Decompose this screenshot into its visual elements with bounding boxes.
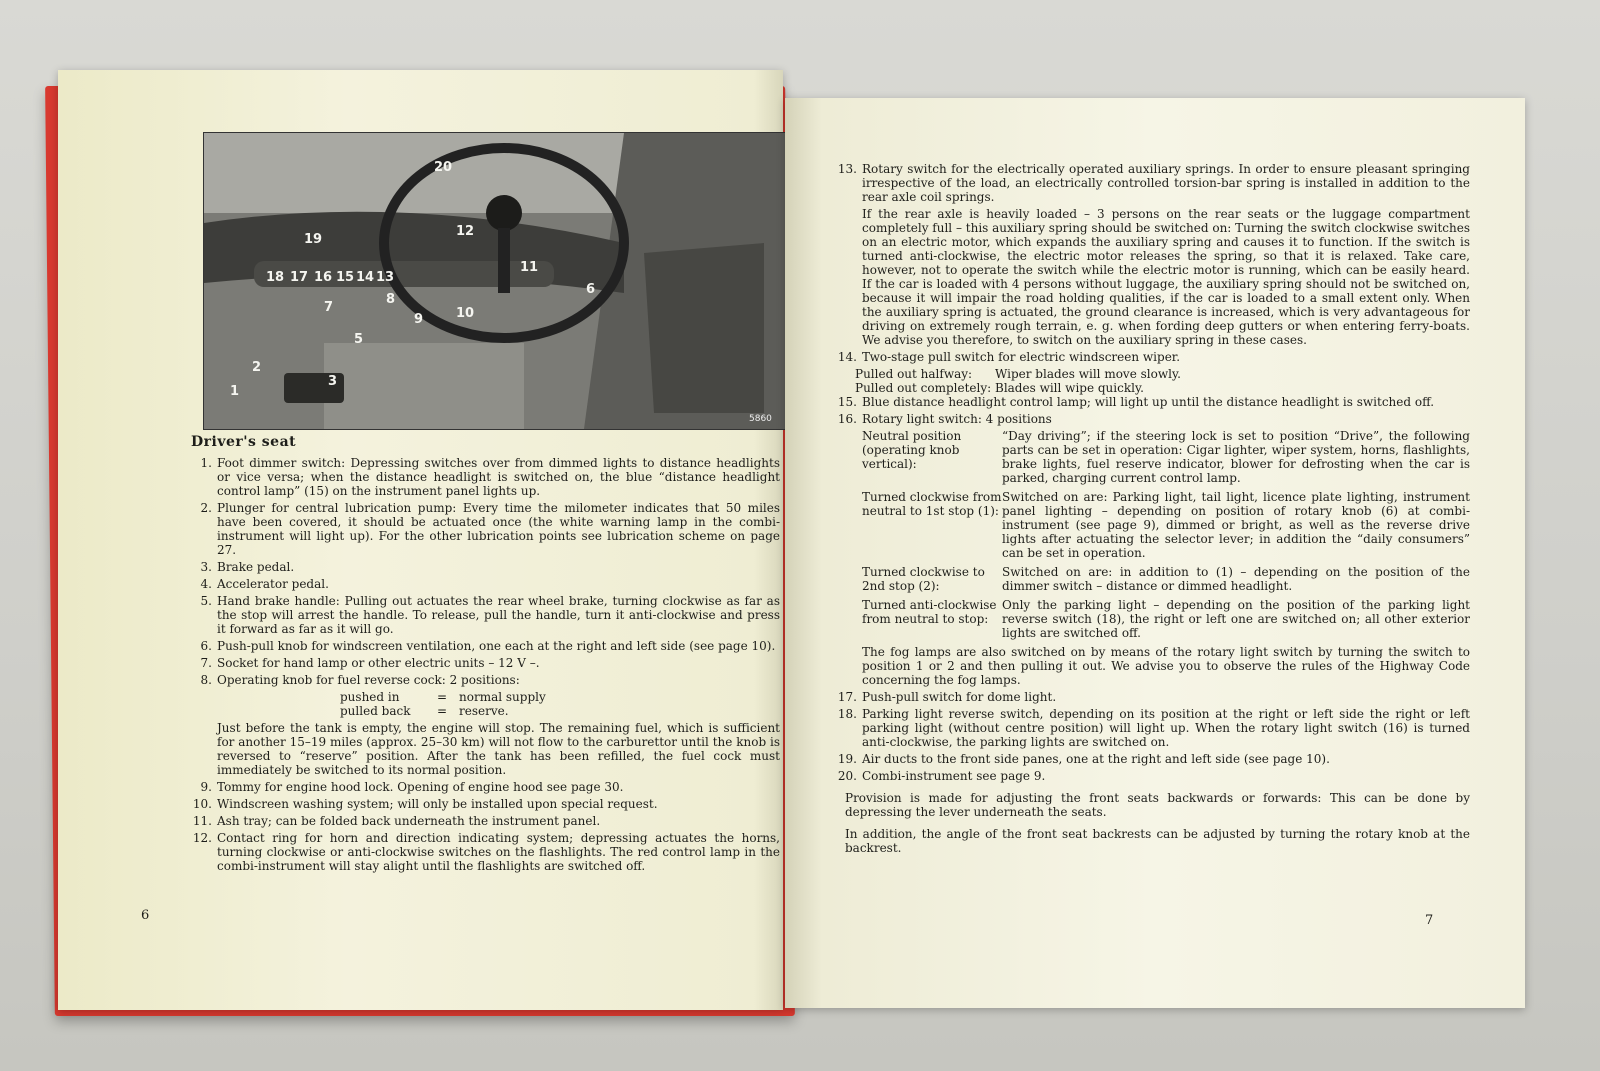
dashboard-photo <box>203 132 788 430</box>
list-item <box>190 831 780 873</box>
photo-callout-label: 19 <box>304 232 323 247</box>
item-text: Push-pull switch for dome light. <box>862 690 1057 704</box>
photo-code: 5860 <box>749 414 772 424</box>
fuel-position-desc: reserve. <box>459 704 509 718</box>
item-text: Foot dimmer switch: Depressing switches over from dimmed lights to distance headlights or vice versa; when the distance headlight is switched on, the blue “distance headlight control lamp” (15) on the instrument panel lights up. <box>217 456 780 498</box>
item-text: Plunger for central lubrication pump: Every time the milometer indicates that 50 miles have been covered, it should be actuated once (the white warning lamp in the combi-instrument will light up). For the other lubrication points see lubrication scheme on page 27. <box>217 501 780 557</box>
list-item <box>190 797 780 811</box>
light-switch-position: Turned clockwise from neutral to 1st stop (1): <box>862 490 1002 518</box>
light-switch-position: Neutral position (operating knob vertical): <box>862 429 962 471</box>
light-switch-description: Switched on are: Parking light, tail light, licence plate lighting, instrument panel lighting – depending on position of rotary knob (6) at combi-instrument (see page 9), dimmed or bright, as well as the reverse drive lights after actuating the selector lever; in addition the “daily consumers” can be set in operation. <box>1002 490 1470 560</box>
item-text: Brake pedal. <box>217 560 295 574</box>
photo-callout-label: 16 <box>314 270 333 285</box>
fuel-position-eq: = <box>436 704 448 718</box>
item-text: Parking light reverse switch, depending on its position at the right or left side the right or left parking light (without centre position) will light up. When the rotary light switch (16) is turned anti-clockwise, the parking lights are switched on. <box>862 707 1470 749</box>
list-item <box>190 456 780 498</box>
wiper-stage-label: Pulled out completely: <box>855 381 992 395</box>
list-item <box>835 752 1470 766</box>
item-text: Tommy for engine hood lock. Opening of engine hood see page 30. <box>217 780 624 794</box>
fuel-position-pos: pushed in <box>340 690 400 704</box>
photo-callout-label: 3 <box>328 374 338 389</box>
light-switch-description: “Day driving”; if the steering lock is set to position “Drive”, the following parts can be set in operation: Cigar lighter, wiper system, horns, flashlights, brake lights, fuel reserve indicator, blower for defrosting when the car is parked, charging current control lamp. <box>1002 429 1470 485</box>
page-number-right: 7 <box>1425 913 1434 928</box>
fuel-position-row <box>340 690 780 704</box>
photo-callout-label: 15 <box>336 270 355 285</box>
item-number: 11. <box>192 814 212 828</box>
list-item: 16. Rotary light switch: 4 positions <box>837 412 1052 426</box>
photo-callout-label: 6 <box>586 282 596 297</box>
auxiliary-spring-note: If the rear axle is heavily loaded – 3 persons on the rear seats or the luggage compartment completely full – this auxiliary spring should be switched on: Turning the switch clockwise switches on an electric motor, which expands the auxiliary spring and causes it to function. If the switch is turned anti-clockwise, the electric motor releases the spring, so that it is relaxed. Take care, however, not to operate the switch while the electric motor is running, which can be easily heard. If the car is loaded with 4 persons without luggage, the auxiliary spring should not be switched on, because it will impair the road holding qualities, if the car is loaded to a small extent only. When the auxiliary spring is actuated, the ground clearance is increased, which is very advantageous for driving on extremely rough terrain, e. g. when fording deep gutters or when entering ferry-boats. We advise you therefore, to switch on the auxiliary spring in these cases. <box>862 207 1470 347</box>
item-number: 6. <box>200 639 212 653</box>
item-number: 17. <box>837 690 857 704</box>
light-switch-position: Turned clockwise to 2nd stop (2): <box>862 565 985 593</box>
photo-callout-label: 7 <box>324 300 334 315</box>
section-title: Driver's seat <box>191 434 297 450</box>
list-item <box>190 560 780 574</box>
list-item <box>190 639 780 653</box>
photo-callout-label: 17 <box>290 270 309 285</box>
wiper-stage-label: Pulled out halfway: <box>855 367 973 381</box>
fuel-position-row <box>340 704 780 718</box>
light-switch-row <box>862 490 1470 560</box>
light-switch-row <box>862 429 1470 485</box>
photo-callout-label: 13 <box>376 270 395 285</box>
item-number: 2. <box>200 501 212 515</box>
item-text: Contact ring for horn and direction indicating system; depressing actuates the horns, turning clockwise or anti-clockwise switches on the flashlights. The red control lamp in the combi-instrument will stay alight until the flashlights are switched off. <box>217 831 780 873</box>
list-item <box>190 594 780 636</box>
item-text: Hand brake handle: Pulling out actuates the rear wheel brake, turning clockwise as far as the stop will arrest the handle. To release, pull the handle, turn it anti-clockwise and press it forward as far as it will go. <box>217 594 780 636</box>
item-text: Accelerator pedal. <box>217 577 329 591</box>
item-text: Operating knob for fuel reverse cock: 2 positions: <box>217 673 520 687</box>
item-number: 10. <box>192 797 212 811</box>
wiper-stage-value: Wiper blades will move slowly. <box>995 367 1181 381</box>
fuel-note: Just before the tank is empty, the engine will stop. The remaining fuel, which is sufficient for another 15–19 miles (approx. 25–30 km) will not flow to the carburettor until the knob is reversed to “reserve” position. After the tank has been refilled, the fuel cock must immediately be switched to its normal position. <box>217 721 780 777</box>
list-item <box>835 769 1470 783</box>
wiper-stage-row <box>855 381 1470 395</box>
list-item: 13. Rotary switch for the electrically operated auxiliary springs. In order to ensure pleasant springing irrespective of the load, an electrically controlled torsion-bar spring is installed in addition to the rear axle coil springs. <box>837 162 1470 204</box>
item-number: 8. <box>200 673 212 687</box>
light-switch-description: Switched on are: in addition to (1) – depending on the position of the dimmer switch – distance or dimmed headlight. <box>1002 565 1470 593</box>
list-item: 15. Blue distance headlight control lamp; will light up until the distance headlight is switched off. <box>837 395 1435 409</box>
right-page <box>785 98 1525 1008</box>
left-page <box>58 70 783 1010</box>
photo-callout-label: 12 <box>456 224 475 239</box>
light-switch-description: Only the parking light – depending on the position of the parking light reverse switch (18), the right or left one are switched on; all other exterior lights are switched off. <box>1002 598 1470 640</box>
list-item <box>835 707 1470 749</box>
light-switch-row <box>862 565 1470 593</box>
list-item <box>190 814 780 828</box>
wiper-stage-value: Blades will wipe quickly. <box>995 381 1144 395</box>
item-text: Ash tray; can be folded back underneath the instrument panel. <box>217 814 601 828</box>
page-number-left: 6 <box>141 908 150 923</box>
list-item: 14. Two-stage pull switch for electric windscreen wiper. <box>837 350 1181 364</box>
list-item <box>190 501 780 557</box>
fog-lamp-note: The fog lamps are also switched on by means of the rotary light switch by turning the switch to position 1 or 2 and then pulling it out. We advise you to observe the rules of the Highway Code concerning the fog lamps. <box>862 645 1470 687</box>
fuel-position-desc: normal supply <box>459 690 546 704</box>
list-item <box>190 673 780 687</box>
photo-callout-label: 10 <box>456 306 475 321</box>
light-switch-row <box>862 598 1470 640</box>
wiper-stage-row <box>855 367 1470 381</box>
backrest-note: In addition, the angle of the front seat backrests can be adjusted by turning the rotary knob at the backrest. <box>845 827 1470 855</box>
photo-callout-label: 9 <box>414 312 424 327</box>
item-number: 7. <box>200 656 212 670</box>
photo-callout-label: 20 <box>434 160 453 175</box>
fuel-position-eq: = <box>436 690 448 704</box>
item-number: 9. <box>200 780 212 794</box>
photo-callout-label: 8 <box>386 292 396 307</box>
item-text: Combi-instrument see page 9. <box>862 769 1046 783</box>
item-number: 19. <box>837 752 857 766</box>
item-number: 4. <box>200 577 212 591</box>
list-item <box>190 577 780 591</box>
photo-callout-label: 14 <box>356 270 375 285</box>
seat-adjust-note: Provision is made for adjusting the front seats backwards or forwards: This can be done by depressing the lever underneath the seats. <box>845 791 1470 819</box>
fuel-position-pos: pulled back <box>340 704 411 718</box>
list-item <box>190 780 780 794</box>
item-text: Socket for hand lamp or other electric units – 12 V –. <box>217 656 540 670</box>
left-items-list <box>190 456 780 876</box>
item-number: 1. <box>200 456 212 470</box>
light-switch-table <box>862 429 1470 640</box>
item-number: 18. <box>837 707 857 721</box>
item-text: Windscreen washing system; will only be installed upon special request. <box>217 797 658 811</box>
light-switch-position: Turned anti-clockwise from neutral to stop: <box>862 598 997 626</box>
fuel-positions <box>340 690 780 718</box>
photo-callout-label: 18 <box>266 270 285 285</box>
item-text: Push-pull knob for windscreen ventilation, one each at the right and left side (see page 10). <box>217 639 776 653</box>
right-items-list <box>835 162 1470 858</box>
item-number: 3. <box>200 560 212 574</box>
photo-callout-label: 11 <box>520 260 539 275</box>
photo-callout-label: 1 <box>230 384 240 399</box>
item-text: Air ducts to the front side panes, one at the right and left side (see page 10). <box>862 752 1330 766</box>
photo-callout-label: 5 <box>354 332 364 347</box>
item-number: 12. <box>192 831 212 845</box>
item-number: 5. <box>200 594 212 608</box>
item-number: 20. <box>837 769 857 783</box>
photo-callout-label: 2 <box>252 360 262 375</box>
list-item <box>835 690 1470 704</box>
list-item <box>190 656 780 670</box>
